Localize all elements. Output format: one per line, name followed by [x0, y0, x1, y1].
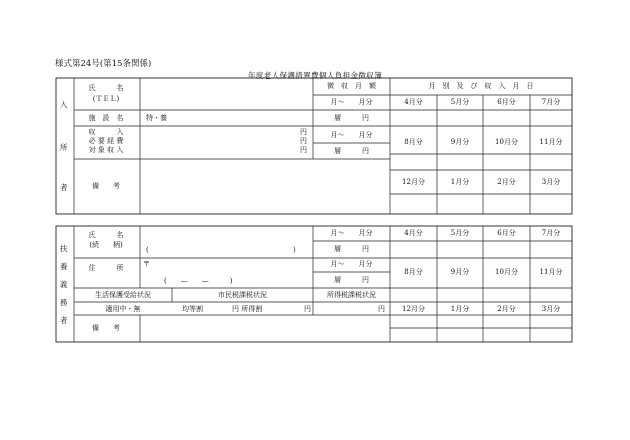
phone-number-parens: ( — — ) — [164, 277, 233, 285]
collection-period-1: 月〜 月分 — [330, 98, 373, 106]
resident-side-label-1: 入 — [60, 100, 68, 109]
month-cell: 4月分 — [404, 98, 423, 106]
month-cell: 2月分 — [497, 305, 516, 313]
facility-type-value: 特・養 — [146, 114, 167, 122]
income-tax-status-header: 所得税課税状況 — [327, 291, 376, 299]
collection-period-2: 月〜 月分 — [330, 131, 373, 139]
resident-remarks-label: 備 考 — [92, 182, 120, 190]
welfare-applicable-value: 適用中・無 — [105, 305, 141, 313]
month-cell: 10月分 — [495, 268, 518, 276]
income-tax-yen-unit: 円 — [378, 305, 385, 313]
relation-paren-close: ) — [293, 246, 296, 254]
form-number: 様式第24号(第15条関係) — [55, 59, 152, 69]
supporter-remarks-label: 備 考 — [92, 324, 120, 332]
supporter-side-label-3: 義 — [60, 280, 68, 289]
month-cell: 2月分 — [497, 178, 516, 186]
supporter-collection-period-2: 月〜 月分 — [330, 260, 373, 268]
collection-amount-2: 層 円 — [334, 147, 369, 155]
monthly-billing-header: 月 別 及 び 収 入 月 日 — [428, 82, 534, 90]
month-cell: 8月分 — [404, 138, 423, 146]
month-cell: 12月分 — [402, 305, 425, 313]
income-rate-yen-unit: 円 — [304, 305, 311, 313]
supporter-side-label-2: 養 — [60, 262, 68, 271]
month-cell: 6月分 — [497, 229, 516, 237]
form-title: 年度老人保護措置費個人負担金徴収簿 — [247, 71, 383, 80]
facility-name-label: 施 設 名 — [88, 114, 124, 122]
month-cell: 3月分 — [541, 305, 561, 313]
necessary-expenses-label: 必 要 経 費 — [88, 137, 124, 145]
municipal-tax-status-header: 市民税課税状況 — [218, 291, 267, 299]
month-cell: 11月分 — [539, 138, 563, 146]
collection-amount-header: 徴 収 月 額 — [327, 82, 376, 90]
supporter-name-label: 氏 名 — [88, 231, 124, 239]
collection-amount-1: 層 円 — [334, 114, 369, 122]
month-cell: 3月分 — [541, 178, 561, 186]
month-cell: 5月分 — [450, 98, 470, 106]
net-income-label: 対 象 収 入 — [88, 146, 124, 154]
resident-side-label-2: 所 — [60, 143, 68, 152]
month-cell: 7月分 — [541, 98, 561, 106]
supporter-address-label: 住 所 — [88, 264, 124, 272]
expenses-yen-unit: 円 — [300, 137, 307, 145]
income-label: 収 入 — [88, 128, 124, 136]
month-cell: 1月分 — [450, 178, 470, 186]
welfare-status-header: 生活保護受給状況 — [95, 291, 151, 299]
month-cell: 4月分 — [404, 229, 423, 237]
month-cell: 12月分 — [402, 178, 425, 186]
supporter-side-label-5: 者 — [60, 316, 68, 325]
month-cell: 9月分 — [450, 138, 470, 146]
supporter-collection-period-1: 月〜 月分 — [330, 229, 373, 237]
month-cell: 6月分 — [497, 98, 516, 106]
postal-mark: 〒 — [143, 260, 150, 268]
supporter-side-label-1: 扶 — [60, 244, 68, 253]
resident-tel-label: (ＴＥＬ) — [92, 95, 120, 103]
month-cell: 1月分 — [450, 305, 470, 313]
month-cell: 11月分 — [539, 268, 563, 276]
resident-name-label: 氏 名 — [88, 84, 124, 92]
supporter-collection-amount-2: 層 円 — [334, 276, 369, 284]
income-yen-unit: 円 — [300, 128, 307, 136]
month-cell: 8月分 — [404, 268, 423, 276]
supporter-collection-amount-1: 層 円 — [334, 245, 369, 253]
supporter-relation-label: (続 柄) — [89, 241, 123, 249]
month-cell: 9月分 — [450, 268, 470, 276]
equal-rate-label: 均等割 — [182, 305, 203, 313]
net-income-yen-unit: 円 — [300, 146, 307, 154]
resident-side-label-3: 者 — [60, 183, 68, 192]
month-cell: 10月分 — [495, 138, 518, 146]
month-cell: 5月分 — [450, 229, 470, 237]
month-cell: 7月分 — [541, 229, 561, 237]
income-rate-label: 円 所得割 — [232, 305, 263, 313]
relation-paren-open: ( — [146, 246, 149, 254]
supporter-side-label-4: 務 — [60, 298, 68, 307]
